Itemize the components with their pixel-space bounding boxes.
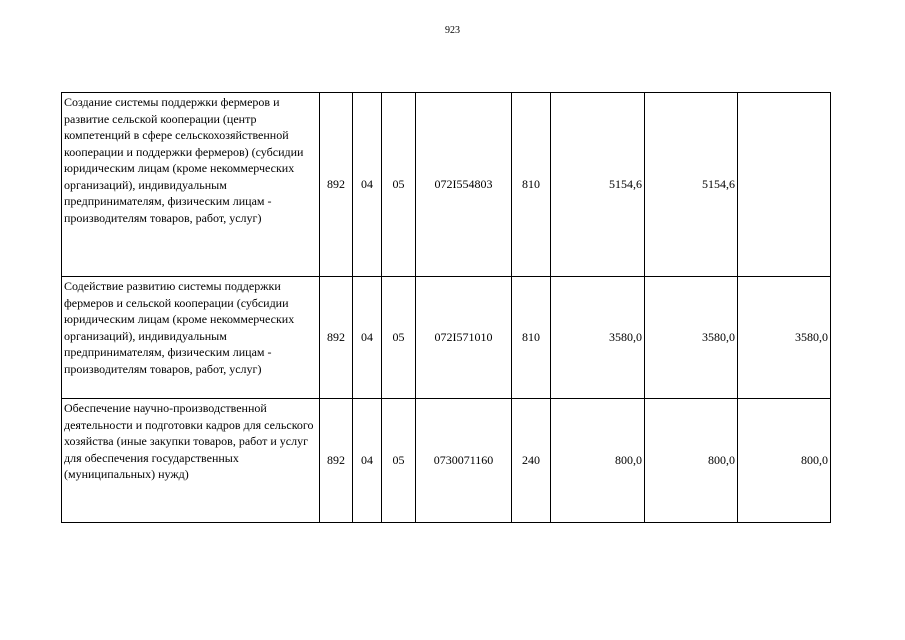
- expense-type-code: 810: [512, 93, 551, 277]
- subsection-code: 05: [382, 93, 416, 277]
- section-code: 04: [353, 93, 382, 277]
- table-row: [62, 93, 831, 277]
- target-article-code: 072I554803: [416, 93, 512, 277]
- target-article-code: 072I571010: [416, 277, 512, 399]
- amount-3: 3580,0: [738, 277, 831, 399]
- table-row: [62, 277, 831, 399]
- target-article-code: 0730071160: [416, 399, 512, 523]
- row-description: Содействие развитию системы поддержки фермеров и сельской кооперации (субсидии юридическим лицам (кроме некоммерческих организаций), индивидуальным предпринимателям, физическим лицам - производителям товаров, работ, услуг): [62, 277, 320, 399]
- expense-type-code: 240: [512, 399, 551, 523]
- row-description: Создание системы поддержки фермеров и развитие сельской кооперации (центр компетенций в сфере сельскохозяйственной кооперации и поддержки фермеров) (субсидии юридическим лицам (кроме некоммерческих организаций), индивидуальным предпринимателям, физическим лицам - производителям товаров, работ, услуг): [62, 93, 320, 277]
- expense-type-code: 810: [512, 277, 551, 399]
- amount-2: 3580,0: [645, 277, 738, 399]
- ministry-code: 892: [320, 277, 353, 399]
- amount-2: 5154,6: [645, 93, 738, 277]
- page-number: 923: [445, 25, 460, 36]
- ministry-code: 892: [320, 93, 353, 277]
- amount-3: [738, 93, 831, 277]
- amount-1: 800,0: [551, 399, 645, 523]
- amount-1: 5154,6: [551, 93, 645, 277]
- section-code: 04: [353, 277, 382, 399]
- amount-1: 3580,0: [551, 277, 645, 399]
- amount-2: 800,0: [645, 399, 738, 523]
- amount-3: 800,0: [738, 399, 831, 523]
- budget-table: [61, 92, 831, 523]
- section-code: 04: [353, 399, 382, 523]
- table-row: [62, 399, 831, 523]
- subsection-code: 05: [382, 399, 416, 523]
- ministry-code: 892: [320, 399, 353, 523]
- subsection-code: 05: [382, 277, 416, 399]
- row-description: Обеспечение научно-производственной деятельности и подготовки кадров для сельского хозяйства (иные закупки товаров, работ и услуг для обеспечения государственных (муниципальных) нужд): [62, 399, 320, 523]
